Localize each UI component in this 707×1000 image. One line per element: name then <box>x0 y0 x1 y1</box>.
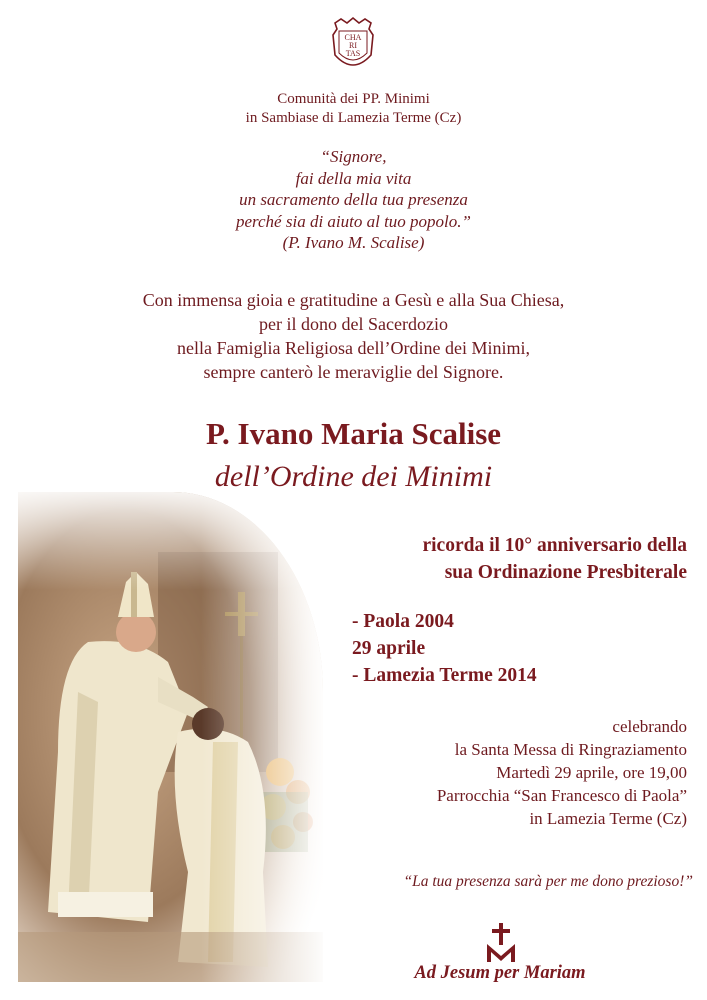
celebration-block <box>437 715 687 830</box>
ordination-photo <box>18 492 323 982</box>
dates-block <box>352 608 537 689</box>
celebration-line-1: celebrando <box>612 717 687 736</box>
priest-name: P. Ivano Maria Scalise <box>205 416 502 451</box>
marian-monogram-icon <box>483 922 519 964</box>
motto-text: Ad Jesum per Mariam <box>414 963 586 983</box>
quote-block <box>0 146 707 254</box>
date-line-1: - Paola 2004 <box>352 611 454 632</box>
message-line-1: Con immensa gioia e gratitudine a Gesù e alla Sua Chiesa, <box>142 290 565 310</box>
anniversary-block <box>422 532 687 586</box>
community-line-2: in Sambiase di Lamezia Terme (Cz) <box>245 110 462 126</box>
crest-text-1: CHA <box>344 33 362 42</box>
message-line-2: per il dono del Sacerdozio <box>259 314 448 334</box>
quote-line-2: fai della mia vita <box>295 168 412 188</box>
community-header <box>0 90 707 128</box>
anniversary-line-2: sua Ordinazione Presbiterale <box>444 562 687 583</box>
date-line-2: 29 aprile <box>352 638 426 659</box>
message-line-4: sempre canterò le meraviglie del Signore. <box>203 362 504 382</box>
priest-order: dell’Ordine dei Minimi <box>214 460 493 493</box>
celebration-line-5: in Lamezia Terme (Cz) <box>529 809 687 828</box>
message-block <box>0 288 707 384</box>
celebration-line-4: Parrocchia “San Francesco di Paola” <box>436 786 687 805</box>
crest-text-2: RI <box>349 41 357 50</box>
quote-attribution: (P. Ivano M. Scalise) <box>282 233 425 252</box>
anniversary-line-1: ricorda il 10° anniversario della <box>422 535 687 556</box>
message-line-3: nella Famiglia Religiosa dell’Ordine dei Minimi, <box>177 338 530 358</box>
quote-line-4: perché sia di aiuto al tuo popolo.” <box>235 211 471 231</box>
quote-line-1: “Signore, <box>320 147 387 166</box>
quote-line-3: un sacramento della tua presenza <box>239 190 468 209</box>
celebration-line-3: Martedì 29 aprile, ore 19,00 <box>496 763 687 782</box>
celebration-line-2: la Santa Messa di Ringraziamento <box>454 740 687 759</box>
invitation-text: “La tua presenza sarà per me dono prezioso!” <box>403 873 693 890</box>
crest-text-3: TAS <box>345 49 361 58</box>
date-line-3: - Lamezia Terme 2014 <box>352 665 537 686</box>
community-line-1: Comunità dei PP. Minimi <box>277 91 430 107</box>
charitas-crest-icon <box>329 15 377 75</box>
